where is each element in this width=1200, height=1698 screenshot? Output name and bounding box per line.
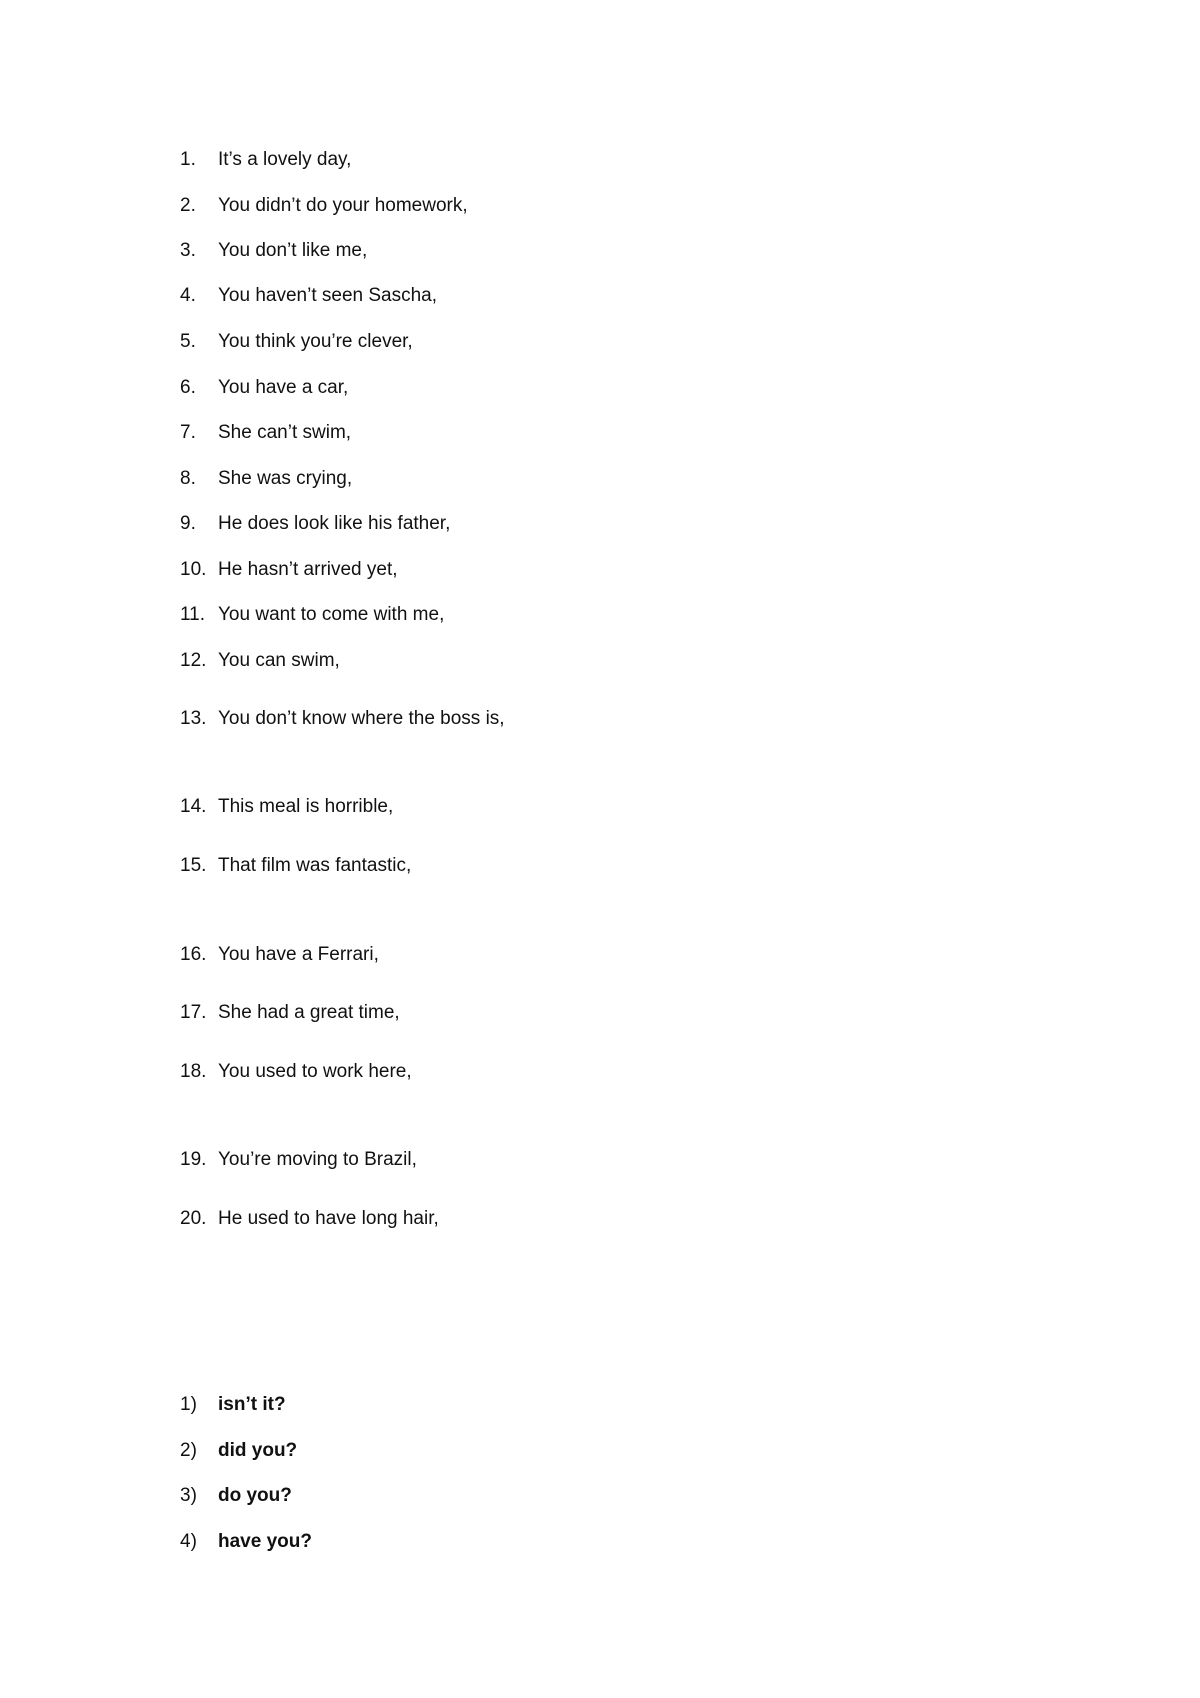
question-number: 18. — [180, 1061, 207, 1082]
answer-item — [180, 1483, 292, 1509]
question-text: He used to have long hair, — [218, 1208, 439, 1229]
question-number: 11. — [180, 604, 206, 625]
question-text: She can’t swim, — [218, 422, 352, 443]
answer-number: 4) — [180, 1531, 197, 1552]
question-text: You haven’t seen Sascha, — [218, 285, 438, 306]
question-number: 10. — [180, 559, 207, 580]
question-number: 8. — [180, 468, 196, 489]
question-number: 19. — [180, 1149, 207, 1170]
answer-text: isn’t it? — [218, 1394, 286, 1415]
question-number: 1. — [180, 149, 196, 170]
question-number: 16. — [180, 944, 207, 965]
question-item — [180, 648, 340, 674]
question-text: You can swim, — [218, 650, 340, 671]
question-item — [180, 853, 411, 879]
question-number: 15. — [180, 855, 207, 876]
question-number: 14. — [180, 796, 207, 817]
question-text: You don’t like me, — [218, 240, 368, 261]
question-number: 20. — [180, 1208, 207, 1229]
answer-item — [180, 1392, 286, 1418]
answer-number: 3) — [180, 1485, 197, 1506]
answer-number: 1) — [180, 1394, 197, 1415]
question-item — [180, 557, 398, 583]
question-text: She was crying, — [218, 468, 353, 489]
question-item — [180, 1147, 417, 1173]
question-number: 3. — [180, 240, 196, 261]
answer-item — [180, 1529, 312, 1555]
question-text: You don’t know where the boss is, — [218, 708, 505, 729]
question-item — [180, 466, 352, 492]
question-text: You want to come with me, — [218, 604, 445, 625]
question-item — [180, 1059, 412, 1085]
answer-number: 2) — [180, 1440, 197, 1461]
question-item — [180, 238, 367, 264]
question-item — [180, 794, 393, 820]
question-text: She had a great time, — [218, 1002, 400, 1023]
question-text: You used to work here, — [218, 1061, 412, 1082]
question-number: 12. — [180, 650, 207, 671]
question-number: 5. — [180, 331, 196, 352]
question-item — [180, 602, 444, 628]
question-text: You have a Ferrari, — [218, 944, 379, 965]
question-item — [180, 511, 450, 537]
answer-text: did you? — [218, 1440, 298, 1461]
question-number: 13. — [180, 708, 207, 729]
question-item — [180, 420, 351, 446]
question-text: You have a car, — [218, 377, 349, 398]
question-text: He does look like his father, — [218, 513, 451, 534]
question-item — [180, 1000, 400, 1026]
question-number: 17. — [180, 1002, 207, 1023]
answer-item — [180, 1438, 297, 1464]
question-item — [180, 375, 348, 401]
answer-text: have you? — [218, 1531, 312, 1552]
question-text: This meal is horrible, — [218, 796, 394, 817]
question-text: You’re moving to Brazil, — [218, 1149, 417, 1170]
question-number: 2. — [180, 195, 196, 216]
question-number: 6. — [180, 377, 196, 398]
question-text: You think you’re clever, — [218, 331, 413, 352]
question-number: 7. — [180, 422, 196, 443]
answer-text: do you? — [218, 1485, 292, 1506]
question-text: He hasn’t arrived yet, — [218, 559, 398, 580]
question-number: 4. — [180, 285, 196, 306]
question-text: You didn’t do your homework, — [218, 195, 468, 216]
question-item — [180, 193, 468, 219]
question-item — [180, 706, 505, 732]
question-text: It’s a lovely day, — [218, 149, 352, 170]
question-item — [180, 329, 413, 355]
question-item — [180, 1206, 439, 1232]
question-item — [180, 942, 379, 968]
question-item — [180, 283, 437, 309]
question-item — [180, 147, 351, 173]
question-number: 9. — [180, 513, 196, 534]
question-text: That film was fantastic, — [218, 855, 412, 876]
